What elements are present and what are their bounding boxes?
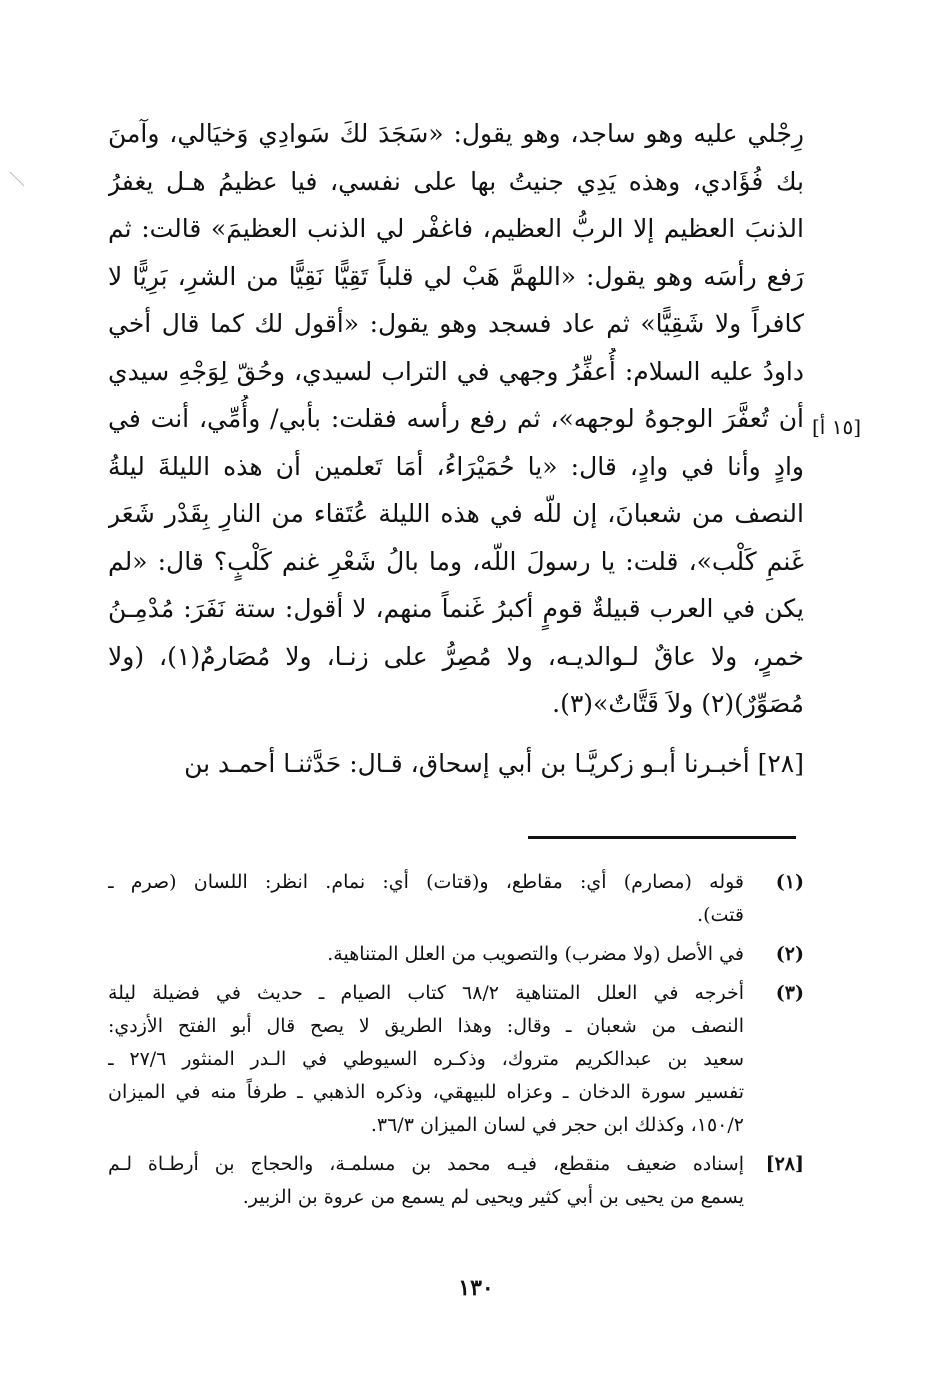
paragraph-28 <box>108 740 804 788</box>
footnote <box>108 1148 804 1214</box>
footnote-marker: (١) <box>775 871 804 893</box>
footnote-line: سعيد بن عبدالكريم متروك، وذكـره السيوطي في الـدر المنثور ٢٧/٦ ـ <box>108 1048 744 1070</box>
footnote-line: في الأصل (ولا مضرب) والتصويب من العلل المتناهية. <box>327 943 744 965</box>
main-text-line: وادٍ وأنا في وادٍ، قال: «يا حُمَيْرَاءُ، أمَا تَعلمين أن هذه الليلةَ ليلةُ <box>108 451 804 481</box>
footnote-marker: (٣) <box>775 982 804 1004</box>
main-text-line: رَفع رأسَه وهو يقول: «اللهمَّ هَبْ لي قلباً تَقِيًّا نَقِيًّا من الشرِ، بَرِيًّا لا <box>108 261 804 291</box>
main-text-line: يكن في العرب قبيلةٌ قومٍ أكبرُ غَنماً منهم، لا أقول: ستة نَفَرَ: مُدْمِـنُ <box>108 594 804 623</box>
footnote-line: يسمع من يحيى بن أبي كثير ويحيى لم يسمع من عروة بن الزبير. <box>242 1186 744 1208</box>
scan-corner-mark <box>8 170 28 190</box>
main-text-line: بك فُؤَادي، وهذه يَدِي جنيتُ بها على نفسي، فيا عظيمُ هـل يغفرُ <box>108 166 804 196</box>
footnotes <box>108 866 804 1220</box>
footnote-line: أخرجه في العلل المتناهية ٦٨/٢ كتاب الصيام ـ حديث في فضيلة ليلة <box>108 982 744 1004</box>
main-text-line: غَنمِ كَلْب»، قلت: يا رسولَ اللّه، وما بالُ شَعْرِ غنم كَلْبٍ؟ قال: «لم <box>108 546 804 576</box>
main-text-line: الذنبَ العظيم إلا الربُّ العظيم، فاغفْر لي الذنب العظيمَ» قالت: ثم <box>108 214 804 243</box>
main-text <box>108 110 804 728</box>
footnote-divider <box>528 836 796 839</box>
footnote-line: النصف من شعبان ـ وقال: وهذا الطريق لا يصح قال أبو الفتح الأزدي: <box>108 1015 744 1037</box>
paragraph-28-line: [٢٨] أخبـرنا أبـو زكريَّـا بن أبي إسحاق، قـال: حَدَّثنـا أحمـد بن <box>184 749 804 778</box>
main-text-line: كافراً ولا شَقِيًّا» ثم عاد فسجد وهو يقول: «أقول لك كما قال أخي <box>108 309 804 338</box>
main-text-line: خمرٍ، ولا عاقٌ لـوالديـه، ولا مُصِرُّ على زنـا، ولا مُصَارمٌ(١)، (ولا <box>108 641 804 671</box>
footnote-line: تفسير سورة الدخان ـ وعزاه للبيهقي، وذكره الذهبي ـ طرفاً منه في الميزان <box>108 1081 744 1103</box>
main-text-line: أن تُعفَّرَ الوجوهُ لوجهه»، ثم رفع رأسه فقلت: بأبي/ وأُمِّي، أنت في <box>108 404 804 433</box>
footnote-line: قتت). <box>697 904 744 926</box>
footnote-line: إسناده ضعيف منقطع، فيـه محمد بن مسلمـة، والحجاج بن أرطـاة لـم <box>108 1153 744 1175</box>
footnote <box>108 977 804 1142</box>
main-text-line: مُصَوِّرٌ)(٢) ولاَ قَتَّاتٌ»(٣). <box>552 689 804 718</box>
footnote-line: ١٥٠/٢، وكذلك ابن حجر في لسان الميزان ٣٦/٣. <box>370 1114 744 1136</box>
footnote <box>108 866 804 932</box>
footnote-marker: (٢) <box>775 943 804 965</box>
main-text-line: النصف من شعبانَ، إن للّه في هذه الليلة عُتَقاء من النارِ بِقَدْر شَعَر <box>108 499 804 528</box>
margin-folio-note: [١٥ أ] <box>812 415 862 439</box>
main-text-line: داودُ عليه السلام: أُعفِّرُ وجهي في التراب لسيدي، وحُقّ لِوَجْهِ سيدي <box>108 356 804 386</box>
main-text-line: رِجْلي عليه وهو ساجد، وهو يقول: «سَجَدَ لكَ سَوادِي وَخيَالي، وآمنَ <box>108 119 804 148</box>
footnote-marker: [٢٨] <box>765 1153 804 1175</box>
page-number: ١٣٠ <box>458 1275 494 1301</box>
footnote-line: قوله (مصارم) أي: مقاطع، و(قتات) أي: نمام. انظر: اللسان (صرم ـ <box>108 871 744 893</box>
footnote <box>108 938 804 971</box>
